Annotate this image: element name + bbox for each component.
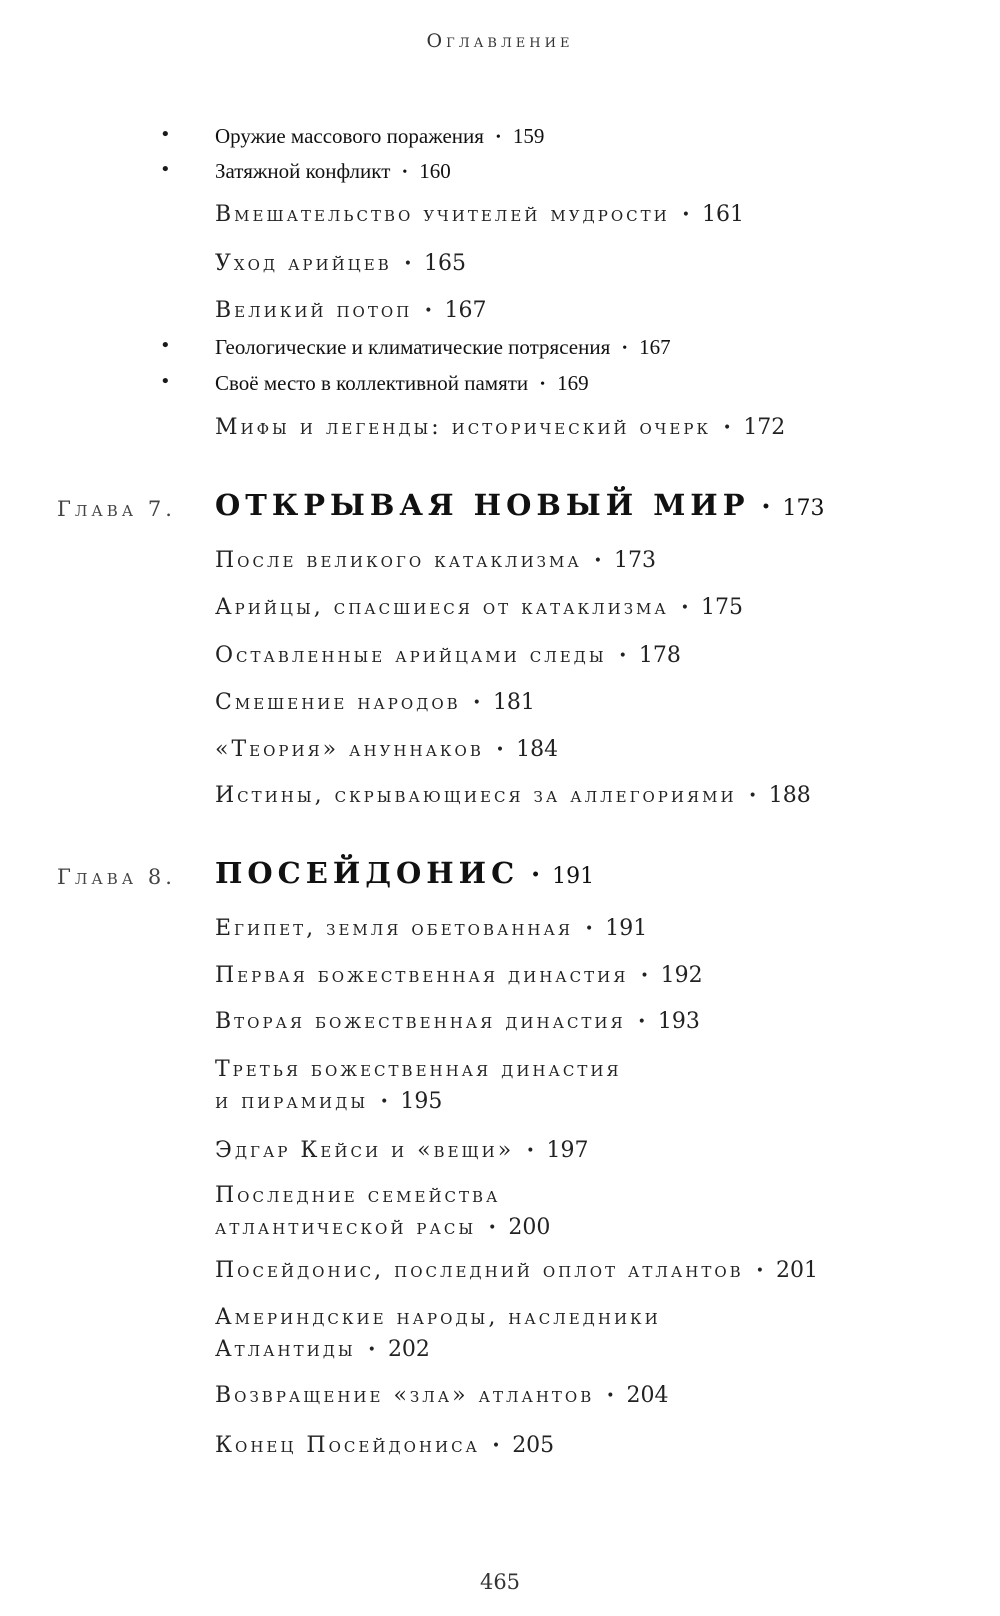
toc-entry: [215, 1006, 700, 1038]
entry-title-line1: Последние семейства: [215, 1183, 501, 1208]
separator-dot: •: [495, 130, 501, 146]
separator-dot: •: [681, 207, 690, 223]
toc-entry: [215, 640, 681, 672]
toc-entry: [215, 1054, 622, 1118]
separator-dot: •: [367, 1342, 376, 1358]
bullet-icon: •: [160, 124, 171, 145]
separator-dot: •: [540, 377, 546, 393]
entry-page: 160: [419, 159, 451, 183]
entry-title: Уход арийцев: [215, 251, 392, 276]
entry-title: Смешение народов: [215, 690, 461, 715]
separator-dot: •: [755, 1263, 764, 1279]
entry-title-line2: Атлантиды: [215, 1337, 356, 1362]
toc-entry: [215, 1255, 818, 1287]
page-number: 465: [479, 1570, 521, 1594]
entry-title: После великого катаклизма: [215, 548, 582, 573]
running-head: Оглавление: [426, 30, 574, 52]
separator-dot: •: [491, 1438, 501, 1454]
bullet-icon: •: [160, 335, 171, 356]
separator-dot: •: [723, 420, 732, 436]
entry-title: Арийцы, спасшиеся от катаклизма: [215, 595, 669, 620]
toc-entry: [215, 159, 451, 184]
bullet-icon: •: [160, 371, 171, 392]
toc-entry: [215, 124, 544, 149]
chapter-label: Глава 7.: [57, 497, 176, 521]
separator-dot: •: [380, 1094, 389, 1110]
entry-page: 200: [508, 1215, 551, 1240]
toc-entry: [215, 1380, 669, 1412]
toc-entry: [215, 734, 558, 766]
entry-page: 165: [424, 251, 466, 276]
toc-entry: [215, 1430, 554, 1462]
toc-entry: [215, 335, 671, 360]
entry-title-line1: Третья божественная династия: [215, 1057, 622, 1082]
chapter-page: 173: [782, 496, 825, 521]
entry-title: Истины, скрывающиеся за аллегориями: [215, 783, 737, 808]
entry-page: 202: [387, 1337, 430, 1362]
toc-entry: [215, 913, 647, 945]
entry-title: Геологические и климатические потрясения: [215, 335, 611, 359]
bullet-icon: •: [160, 159, 171, 180]
toc-entry: [215, 592, 743, 624]
entry-page: 205: [512, 1433, 555, 1458]
separator-dot: •: [531, 867, 541, 883]
separator-dot: •: [472, 695, 481, 711]
entry-title: Возвращение «зла» атлантов: [215, 1383, 595, 1408]
entry-title: Эдгар Кейси и «вещи»: [215, 1138, 515, 1163]
entry-title: Посейдонис, последний оплот атлантов: [215, 1258, 744, 1283]
entry-page: 169: [557, 371, 589, 395]
entry-page: 173: [614, 548, 656, 573]
toc-entry: [215, 371, 589, 396]
entry-title: Конец Посейдониса: [215, 1433, 480, 1458]
entry-page: 191: [605, 916, 648, 941]
entry-page: 178: [638, 643, 681, 668]
toc-entry: [215, 960, 703, 992]
separator-dot: •: [403, 256, 412, 272]
toc-entry: [215, 199, 744, 231]
separator-dot: •: [748, 788, 757, 804]
toc-entry: [215, 1135, 588, 1167]
entry-title: Вмешательство учителей мудрости: [215, 202, 670, 227]
toc-entry: [215, 1302, 661, 1366]
toc-entry: [215, 295, 487, 327]
entry-title: Затяжной конфликт: [215, 159, 391, 183]
entry-page: 204: [626, 1383, 669, 1408]
entry-title: Великий потоп: [215, 298, 413, 323]
toc-entry: [215, 687, 535, 719]
entry-page: 161: [701, 202, 744, 227]
separator-dot: •: [606, 1388, 615, 1404]
separator-dot: •: [680, 600, 690, 616]
toc-entry: [215, 1180, 550, 1244]
entry-title-line1: Америндские народы, наследники: [215, 1305, 661, 1330]
entry-title: Своё место в коллективной памяти: [215, 371, 529, 395]
chapter-title: [215, 856, 594, 890]
separator-dot: •: [593, 553, 602, 569]
entry-title: Первая божественная династия: [215, 963, 629, 988]
toc-entry: [215, 545, 656, 577]
toc-entry: [215, 780, 811, 812]
entry-title: «Теория» ануннаков: [215, 737, 484, 762]
separator-dot: •: [584, 921, 594, 937]
separator-dot: •: [618, 648, 627, 664]
entry-title: Оружие массового поражения: [215, 124, 484, 148]
separator-dot: •: [640, 968, 649, 984]
separator-dot: •: [402, 165, 408, 181]
toc-entry: [215, 412, 785, 444]
separator-dot: •: [637, 1014, 646, 1030]
separator-dot: •: [526, 1143, 535, 1159]
chapter-page: 191: [552, 864, 595, 889]
entry-page: 192: [660, 963, 703, 988]
entry-title: Вторая божественная династия: [215, 1009, 626, 1034]
separator-dot: •: [424, 303, 433, 319]
entry-title: Оставленные арийцами следы: [215, 643, 607, 668]
entry-page: 188: [768, 783, 811, 808]
entry-page: 167: [444, 298, 487, 323]
entry-page: 184: [516, 737, 559, 762]
entry-title-line2: и пирамиды: [215, 1089, 369, 1114]
separator-dot: •: [488, 1220, 497, 1236]
entry-title-line2: атлантической расы: [215, 1215, 477, 1240]
chapter-title-text: ПОСЕЙДОНИС: [215, 856, 520, 890]
entry-page: 195: [400, 1089, 443, 1114]
chapter-title-text: ОТКРЫВАЯ НОВЫЙ МИР: [215, 488, 750, 522]
entry-page: 175: [701, 595, 744, 620]
chapter-label: Глава 8.: [57, 865, 176, 889]
separator-dot: •: [622, 341, 628, 357]
entry-page: 201: [775, 1258, 818, 1283]
entry-title: Мифы и легенды: исторический очерк: [215, 415, 712, 440]
toc-entry: [215, 248, 466, 280]
entry-page: 167: [639, 335, 671, 359]
separator-dot: •: [495, 742, 505, 758]
chapter-title: [215, 488, 824, 522]
entry-title: Египет, земля обетованная: [215, 916, 573, 941]
entry-page: 159: [512, 124, 545, 148]
entry-page: 181: [492, 690, 535, 715]
entry-page: 172: [743, 415, 786, 440]
entry-page: 197: [546, 1138, 589, 1163]
entry-page: 193: [657, 1009, 700, 1034]
separator-dot: •: [761, 499, 771, 515]
